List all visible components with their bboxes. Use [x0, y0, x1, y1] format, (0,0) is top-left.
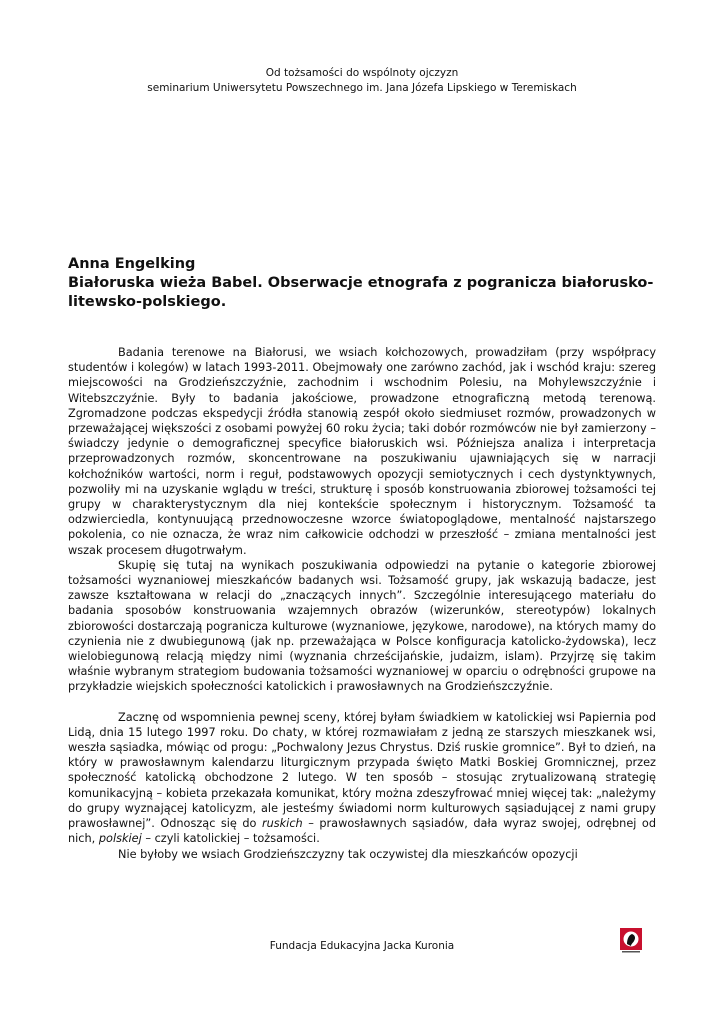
paragraph: Badania terenowe na Białorusi, we wsiach kołchozowych, prowadziłam (przy współpracy studentów i kolegów) w latach 1993-2011. Obejmowały one zarówno zachód, jak i wschód kraju: szereg miejscowości na Grodzieńszczyźnie, zachodnim i wschodnim Polesiu, na Mohylewszczyźnie i Witebszczyźnie. Były to badania jakościowe, prowadzone etnograficzną metodą terenową. Zgromadzone podczas ekspedycji źródła stanowią zespół około siedmiuset rozmów, prowadzonych w przeważającej większości z osobami powyżej 60 roku życia; taki dobór rozmówców nie był zamierzony – świadczy jedynie o demograficznej specyfice białoruskich wsi. Późniejsza analiza i interpretacja przeprowadzonych rozmów, skoncentrowane na poszukiwaniu ujawniających się w narracji kołchoźników wartości, norm i reguł, podstawowych opozycji semiotycznych i cech dystynktywnych, pozwoliły mi na uzyskanie wglądu w treści, strukturę i sposób konstruowania zbiorowej tożsamości tej grupy w charakterystycznym dla niej kontekście społecznym i historycznym. Tożsamość ta odzwierciedla, kontynuującą przednowoczesne wzorce światopoglądowe, mentalność najstarszego pokolenia, co nie oznacza, że wraz nim całkowicie odchodzi w przeszłość – zmiana mentalności jest wszak procesem długotrwałym.	[68, 346, 656, 557]
paragraph-text: – czyli katolickiej – tożsamości.	[141, 832, 320, 846]
seminar-title: Od tożsamości do wspólnoty ojczyzn	[265, 67, 459, 79]
seminar-subtitle: seminarium Uniwersytetu Powszechnego im. Jana Józefa Lipskiego w Teremiskach	[147, 82, 577, 94]
page-footer: Fundacja Edukacyjna Jacka Kuronia	[269, 940, 455, 952]
article-body	[68, 345, 656, 862]
paragraph-text: – prawosławnych sąsiadów, dała wyraz swojej, odrębnej od nich,	[68, 817, 657, 846]
article-heading	[68, 255, 658, 312]
paragraph-text: Zacznę od wspomnienia pewnej sceny, której byłam świadkiem w katolickiej wsi Papiernia pod Lidą, dnia 15 lutego 1997 roku. Do chaty, w której rozmawiałam z jedną ze starszych mieszkanek wsi, weszła sąsiadka, mówiąc od progu: „Pochwalony Jezus Chrystus. Dziś ruskie gromnice”. Był to dzień, na który w prawosławnym kalendarzu liturgicznym przypada święto Matki Boskiej Gromnicznej, przez społeczność katolicką obchodzone 2 lutego. W ten sposób – stosując zrytualizowaną strategię komunikacyjną – kobieta przekazała komunikat, który można zdeszyfrować mniej więcej tak: „należymy do grupy wyznającej katolicyzm, ale jesteśmy świadomi norm kulturowych sąsiadującej z nami grupy prawosławnej”. Odnosząc się do	[68, 710, 656, 831]
paragraph: Skupię się tutaj na wynikach poszukiwania odpowiedzi na pytanie o kategorie zbiorowej tożsamości wyznaniowej mieszkańców badanych wsi. Tożsamość grupy, jak wskazują badacze, jest zawsze kształtowana w relacji do „znaczących innych”. Szczególnie interesującego materiału do badania sposobów konstruowania wzajemnych obrazów (wizerunków, stereotypów) lokalnych zbiorowości dostarczają pogranicza kulturowe (wyznaniowe, językowe, narodowe), na których mamy do czynienia nie z dwubiegunową (jak np. przeważająca w Polsce konfiguracja katolicko-żydowska), lecz wielobiegunową relacją między nimi (wyznania chrześcijańskie, judaizm, islam). Przyjrzę się takim właśnie wybranym strategiom budowania tożsamości wyznaniowej w oparciu o odrębności grupowe na przykładzie wiejskich społeczności katolickich i prawosławnych na Grodzieńszczyźnie.	[68, 558, 656, 694]
article-title: Białoruska wieża Babel. Obserwacje etnografa z pogranicza białorusko-litewsko-polskiego.	[68, 275, 654, 310]
paragraph: Nie byłoby we wsiach Grodzieńszczyzny tak oczywistej dla mieszkańców opozycji	[118, 847, 578, 861]
author-name: Anna Engelking	[68, 256, 196, 272]
paragraph	[68, 710, 656, 847]
foundation-logo-icon	[620, 928, 642, 954]
emphasis-polskiej: polskiej	[98, 832, 142, 846]
page-header	[0, 66, 724, 96]
emphasis-ruskich: ruskich	[261, 817, 303, 831]
